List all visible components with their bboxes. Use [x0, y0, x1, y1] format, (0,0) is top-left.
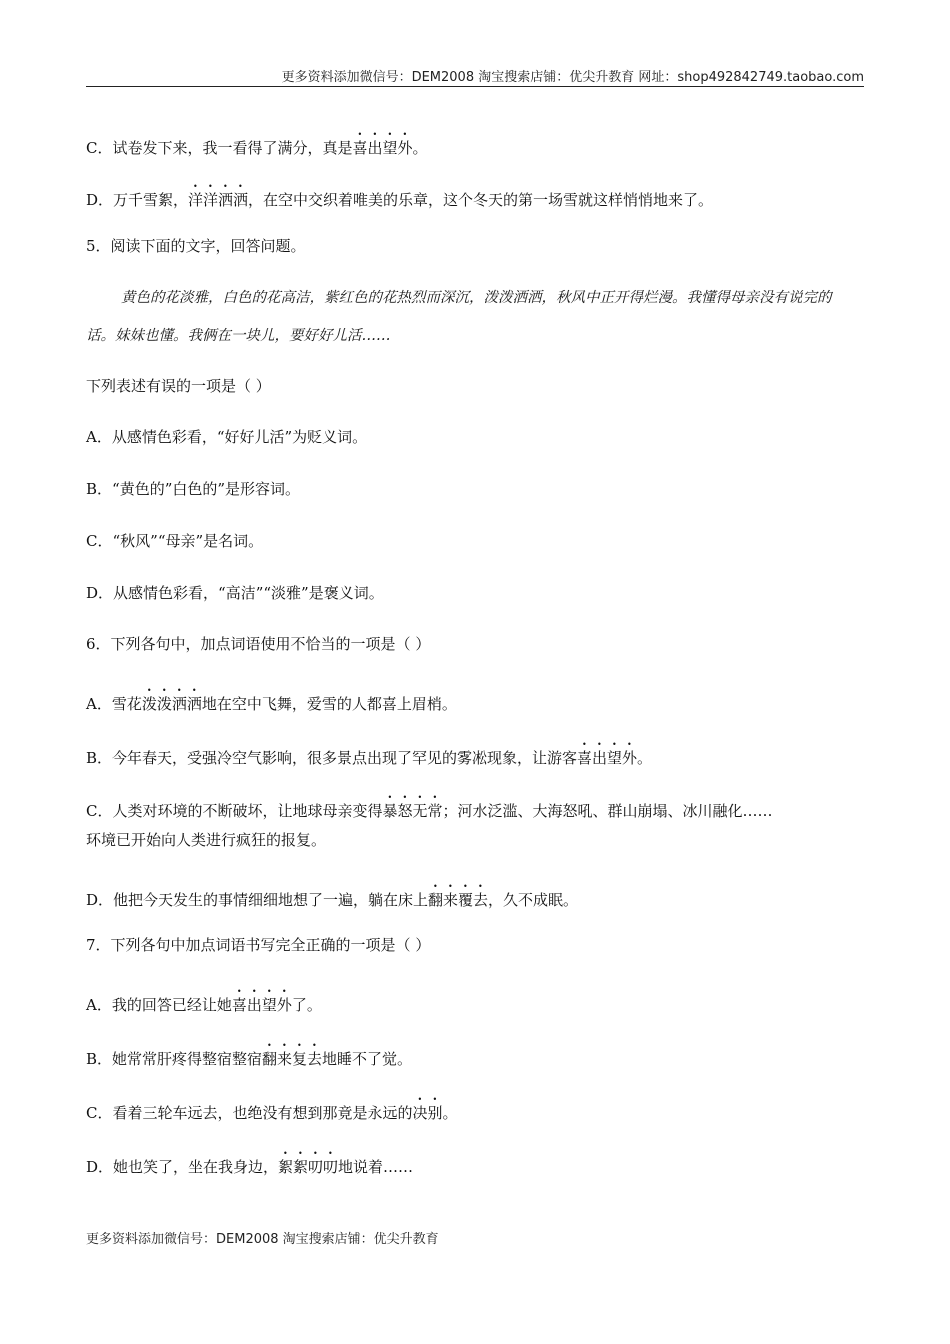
q5-stem: 5．阅读下面的文字，回答问题。: [86, 237, 306, 255]
q7-stem: 7．下列各句中加点词语书写完全正确的一项是（ ）: [86, 936, 431, 954]
emphasized-term: 喜出望外: [231, 996, 292, 1014]
q6-stem: 6．下列各句中，加点词语使用不恰当的一项是（ ）: [86, 635, 431, 653]
emphasized-term: 洋洋洒洒: [188, 191, 249, 209]
emphasized-term: 絮絮叨叨: [278, 1158, 339, 1176]
page-footer: 更多资料添加微信号：DEM2008 淘宝搜索店铺：优尖升教育: [86, 1232, 439, 1247]
q5-option-c: C．“秋风”“母亲”是名词。: [86, 532, 264, 550]
emphasized-term: 泼泼洒洒: [141, 695, 202, 713]
q7-option-b: B．她常常肝疼得整宿整宿翻来复去地睡不了觉。: [86, 1050, 413, 1068]
q4-option-c: C．试卷发下来，我一看得了满分，真是喜出望外。: [86, 139, 428, 157]
q7-option-d: D．她也笑了，坐在我身边，絮絮叨叨地说着……: [86, 1158, 414, 1176]
q4-option-d: D．万千雪絮，洋洋洒洒，在空中交织着唯美的乐章，这个冬天的第一场雪就这样悄悄地来了。: [86, 191, 714, 209]
q5-option-b: B．“黄色的”白色的”是形容词。: [86, 480, 301, 498]
q6-option-c-cont: 环境已开始向人类进行疯狂的报复。: [86, 831, 327, 849]
q6-option-b: B．今年春天，受强冷空气影响，很多景点出现了罕见的雾凇现象，让游客喜出望外。: [86, 749, 653, 767]
q5-option-a: A．从感情色彩看，“好好儿活”为贬义词。: [86, 428, 368, 446]
emphasized-term: 翻来覆去: [428, 891, 489, 909]
q7-option-c: C．看着三轮车远去，也绝没有想到那竟是永远的决别。: [86, 1104, 458, 1122]
emphasized-term: 翻来复去: [262, 1050, 323, 1068]
page-header: 更多资料添加微信号：DEM2008 淘宝搜索店铺：优尖升教育 网址：shop492842749.taobao.com: [281, 70, 864, 85]
q6-option-d: D．他把今天发生的事情细细地想了一遍，躺在床上翻来覆去，久不成眠。: [86, 891, 579, 909]
header-divider: [86, 86, 864, 87]
emphasized-term: 决别: [412, 1104, 443, 1122]
emphasized-term: 喜出望外: [352, 139, 413, 157]
q6-option-a: A．雪花泼泼洒洒地在空中飞舞，爱雪的人都喜上眉梢。: [86, 695, 457, 713]
q7-option-a: A．我的回答已经让她喜出望外了。: [86, 996, 322, 1014]
q5-question: 下列表述有误的一项是（ ）: [86, 377, 271, 395]
q6-option-c: C．人类对环境的不断破坏，让地球母亲变得暴怒无常；河水泛滥、大海怒吼、群山崩塌、冰川融化……: [86, 802, 773, 820]
emphasized-term: 暴怒无常: [382, 802, 443, 820]
q5-passage: 黄色的花淡雅，白色的花高洁，紫红色的花热烈而深沉，泼泼洒洒，秋风中正开得烂漫。我懂得母亲没有说完的话。妹妹也懂。我俩在一块儿，要好好儿活……: [86, 290, 832, 344]
emphasized-term: 喜出望外: [577, 749, 638, 767]
q5-option-d: D．从感情色彩看，“高洁”“淡雅”是褒义词。: [86, 584, 384, 602]
